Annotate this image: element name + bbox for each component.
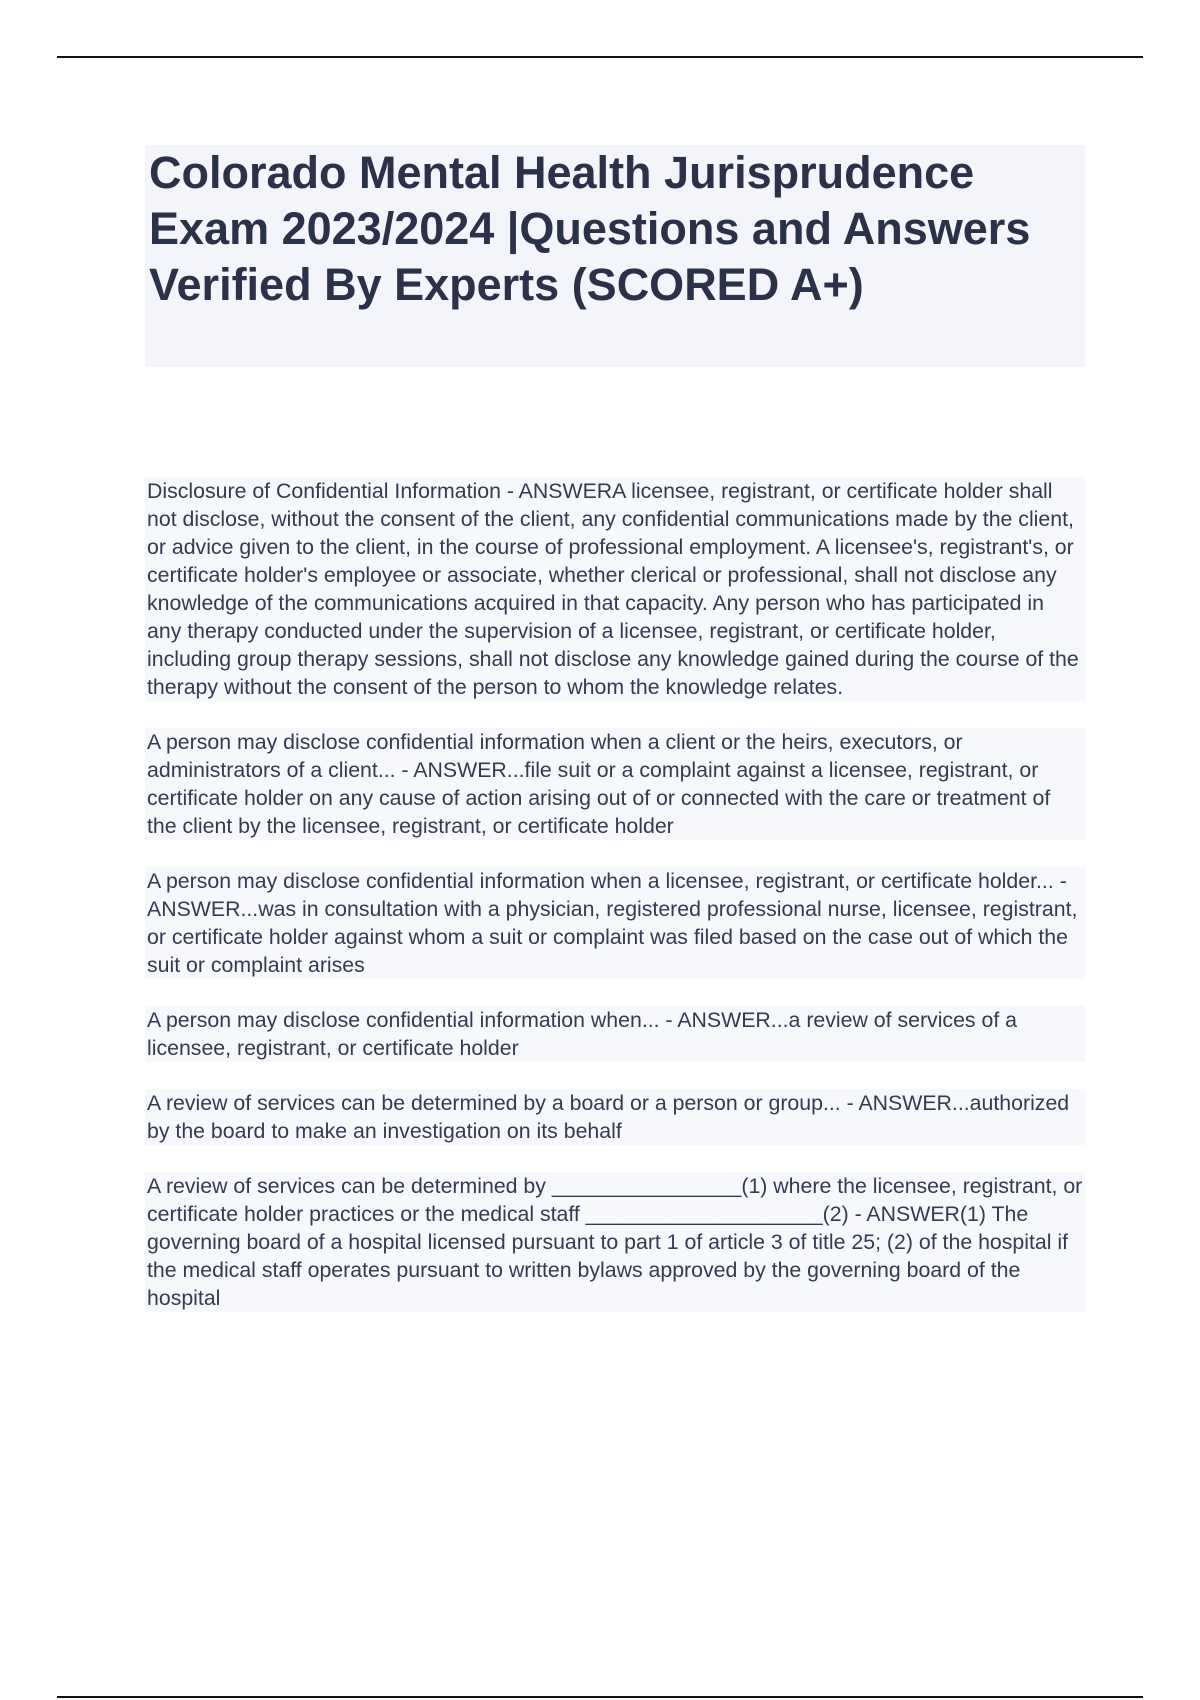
document-title: Colorado Mental Health Jurisprudence Exam 2023/2024 |Questions and Answers Verified By Experts (SCORED A+) <box>149 147 1031 310</box>
qa-item: A person may disclose confidential information when a licensee, registrant, or certificate holder... - ANSWER...was in consultation with a physician, registered professional nurse, licensee, registrant, or certificate holder against whom a suit or complaint was filed based on the case out of which the suit or complaint arises <box>145 867 1085 979</box>
title-block <box>145 145 1085 367</box>
qa-item: A review of services can be determined by ________________(1) where the licensee, registrant, or certificate holder practices or the medical staff ____________________(2) - ANSWER(1) The governing board of a hospital licensed pursuant to part 1 of article 3 of title 25; (2) of the hospital if the medical staff operates pursuant to written bylaws approved by the governing board of the hospital <box>145 1172 1085 1312</box>
bottom-divider <box>57 1696 1143 1698</box>
top-divider <box>57 56 1143 58</box>
qa-list <box>145 477 1085 1339</box>
qa-item: A review of services can be determined by a board or a person or group... - ANSWER...authorized by the board to make an investigation on its behalf <box>145 1089 1085 1145</box>
qa-item: Disclosure of Confidential Information - ANSWERA licensee, registrant, or certificate holder shall not disclose, without the consent of the client, any confidential communications made by the client, or advice given to the client, in the course of professional employment. A licensee's, registrant's, or certificate holder's employee or associate, whether clerical or professional, shall not disclose any knowledge of the communications acquired in that capacity. Any person who has participated in any therapy conducted under the supervision of a licensee, registrant, or certificate holder, including group therapy sessions, shall not disclose any knowledge gained during the course of the therapy without the consent of the person to whom the knowledge relates. <box>145 477 1085 701</box>
qa-item: A person may disclose confidential information when... - ANSWER...a review of services of a licensee, registrant, or certificate holder <box>145 1006 1085 1062</box>
qa-item: A person may disclose confidential information when a client or the heirs, executors, or administrators of a client... - ANSWER...file suit or a complaint against a licensee, registrant, or certificate holder on any cause of action arising out of or connected with the care or treatment of the client by the licensee, registrant, or certificate holder <box>145 728 1085 840</box>
